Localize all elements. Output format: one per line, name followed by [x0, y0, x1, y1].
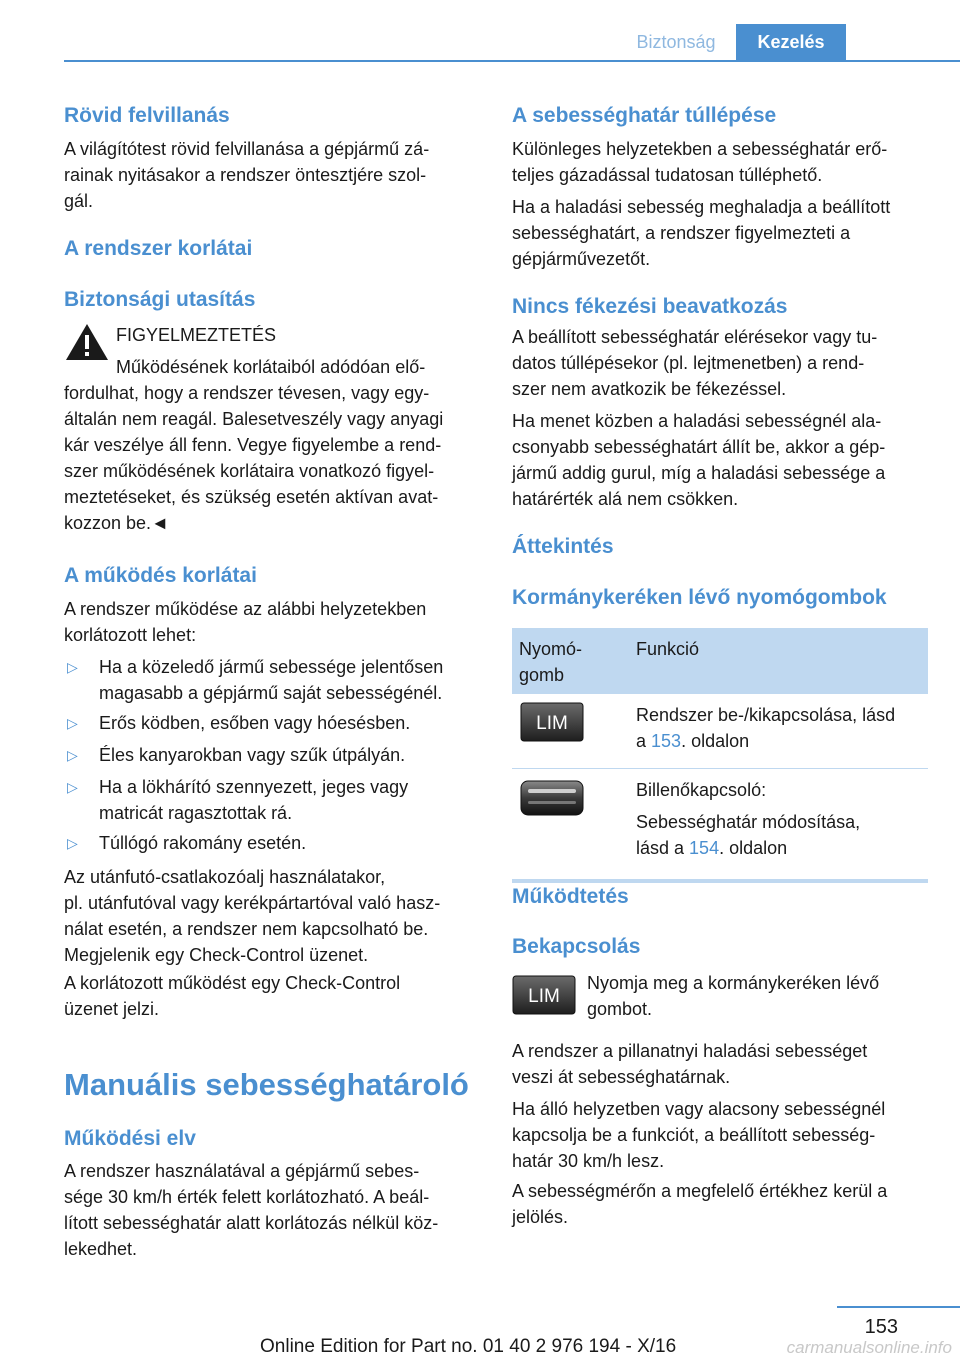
- para-nincs-2: [512, 408, 928, 512]
- heading-rovid-felvillanas: Rövid felvillanás: [64, 104, 230, 127]
- text-line: gomb: [519, 665, 565, 685]
- online-edition-note: Online Edition for Part no. 01 40 2 976 194 - X/16: [260, 1336, 677, 1357]
- text-line: Túllógó rakomány esetén.: [99, 833, 307, 853]
- text-line: korlátozott lehet:: [64, 625, 197, 645]
- text-line: fordulhat, hogy a rendszer tévesen, vagy egy-: [64, 383, 430, 403]
- text-line: sége 30 km/h érték felett korlátozható. A beál-: [64, 1187, 430, 1207]
- text-line: nálat esetén, a rendszer nem kapcsolható be.: [64, 919, 429, 939]
- text-line: Ha álló helyzetben vagy alacsony sebességnél: [512, 1099, 886, 1119]
- heading-attekintes: Áttekintés: [512, 535, 614, 558]
- heading-manualis-sebessegkorlatozo: Manuális sebességhatároló: [64, 1067, 469, 1102]
- header-tab-kezeles[interactable]: Kezelés: [736, 24, 846, 61]
- text-line: jelölés.: [512, 1207, 569, 1227]
- text-line: Billenőkapcsoló:: [636, 780, 767, 800]
- table-cell-icon: [512, 694, 628, 769]
- text-line: kár veszélye áll fenn. Vegye figyelembe a rend-: [64, 435, 442, 455]
- svg-text:LIM: LIM: [536, 713, 568, 734]
- para-mukodes-korlatai: [64, 596, 478, 648]
- text-line: üzenet jelzi.: [64, 999, 160, 1019]
- text-line: Működésének korlátaiból adódóan elő-: [116, 357, 426, 377]
- svg-text:LIM: LIM: [528, 986, 560, 1007]
- text-line: lított sebességhatár alatt korlátozás nélkül köz-: [64, 1213, 439, 1233]
- para-sebessegmero: [512, 1178, 928, 1230]
- table-row: [512, 694, 928, 769]
- text-line: Ha a közeledő jármű sebessége jelentősen: [99, 657, 444, 677]
- text-line: matricát ragasztottak rá.: [99, 803, 293, 823]
- bullet-arrow-icon: ▷: [67, 747, 78, 763]
- text-line: pl. utánfutóval vagy kerékpártartóval való hasz-: [64, 893, 441, 913]
- heading-mukodesi-elv: Működési elv: [64, 1127, 196, 1150]
- text-fragment: a: [636, 731, 652, 751]
- text-line: A rendszer használatával a gépjármű sebes-: [64, 1161, 420, 1181]
- heading-biztonsagi-utasitas: Biztonsági utasítás: [64, 288, 256, 311]
- para-mukodesi-elv: [64, 1158, 478, 1262]
- text-line: magasabb a gépjármű saját sebességénél.: [99, 683, 443, 703]
- text-line: lekedhet.: [64, 1239, 138, 1259]
- list-item: [64, 710, 478, 736]
- text-line: Ha menet közben a haladási sebességnél ala-: [512, 411, 882, 431]
- heading-rendszer-korlatai: A rendszer korlátai: [64, 237, 253, 260]
- text-line: Éles kanyarokban vagy szűk útpályán.: [99, 745, 406, 765]
- para-nincs-1: [512, 324, 928, 402]
- buttons-table: [512, 628, 928, 883]
- para-utanfuto: [64, 864, 478, 968]
- heading-mukodtetes: Működtetés: [512, 885, 629, 908]
- table-header-cell: [512, 628, 628, 694]
- page-number: 153: [864, 1316, 898, 1338]
- text-line: A rendszer a pillanatnyi haladási sebességet: [512, 1041, 868, 1061]
- text-line: [636, 835, 928, 861]
- text-line: jármű addig gurul, míg a haladási sebessége a: [512, 463, 886, 483]
- bullet-arrow-icon: ▷: [67, 659, 78, 675]
- text-fragment: lásd a: [636, 838, 690, 858]
- text-line: Rendszer be-/kikapcsolása, lásd: [636, 705, 896, 725]
- header-section-biztonsag[interactable]: Biztonság: [636, 32, 716, 52]
- text-line: [636, 728, 928, 754]
- text-line: Az utánfutó-csatlakozóalj használatakor,: [64, 867, 386, 887]
- list-item: [64, 830, 478, 856]
- text-line: általán nem reagál. Balesetveszély vagy anyagi: [64, 409, 444, 429]
- text-line: Megjelenik egy Check-Control üzenet.: [64, 945, 369, 965]
- text-line: szer működésének korlátaira vonatkozó figyel-: [64, 461, 435, 481]
- text-line: teljes gázadással tudatosan túlléphető.: [512, 165, 823, 185]
- para-allo-helyzet: [512, 1096, 928, 1174]
- text-line: Ha a lökhárító szennyezett, jeges vagy: [99, 777, 409, 797]
- footer-rule: [837, 1306, 960, 1308]
- text-line: kapcsolja be a funkciót, a beállított sebesség-: [512, 1125, 876, 1145]
- table-header-cell: Funkció: [628, 628, 928, 694]
- text-line: gál.: [64, 191, 94, 211]
- table-cell-function: [628, 694, 928, 769]
- text-line: A világítótest rövid felvillanása a gépjármű zá-: [64, 139, 430, 159]
- bullet-arrow-icon: ▷: [67, 835, 78, 851]
- text-line: határ 30 km/h lesz.: [512, 1151, 665, 1171]
- warning-title: FIGYELMEZTETÉS: [116, 325, 277, 345]
- text-line: veszi át sebességhatárnak.: [512, 1067, 731, 1087]
- para-tullepes-1: [512, 136, 928, 188]
- text-line: A rendszer működése az alábbi helyzetekben: [64, 599, 427, 619]
- bullet-arrow-icon: ▷: [67, 715, 78, 731]
- text-line: határérték alá nem csökken.: [512, 489, 739, 509]
- text-line: gombot.: [587, 999, 653, 1019]
- warning-triangle-icon: [64, 322, 110, 362]
- text-line: A sebességmérőn a megfelelő értékhez kerül a: [512, 1181, 888, 1201]
- bullet-arrow-icon: ▷: [67, 779, 78, 795]
- list-item: [64, 742, 478, 768]
- warning-body: [64, 380, 478, 536]
- para-korlatozott: [64, 970, 478, 1022]
- header-rule: [64, 60, 960, 62]
- heading-nincs-fekezesi-beavatkozas: Nincs fékezési beavatkozás: [512, 295, 788, 318]
- page-link[interactable]: 153: [651, 731, 682, 751]
- heading-sebesseghatar-tullepese: A sebességhatár túllépése: [512, 104, 777, 127]
- text-line: datos túllépésekor (pl. lejtmenetben) a rend-: [512, 353, 865, 373]
- list-item: [64, 654, 478, 706]
- text-line: Erős ködben, esőben vagy hóesésben.: [99, 713, 411, 733]
- para-bekapcsolas: [587, 970, 928, 1022]
- text-line: kozzon be.◄: [64, 513, 169, 533]
- para-rovid-felvillanas: [64, 136, 478, 214]
- lim-button-icon: [512, 975, 576, 1015]
- text-line: csonyabb sebességhatárt állít be, akkor a gép-: [512, 437, 886, 457]
- heading-bekapcsolas: Bekapcsolás: [512, 935, 641, 958]
- text-line: Nyomó-: [519, 639, 583, 659]
- para-tullepes-2: [512, 194, 928, 272]
- warning-box: [64, 322, 478, 532]
- heading-mukodes-korlatai: A működés korlátai: [64, 564, 257, 587]
- page-link[interactable]: 154: [689, 838, 720, 858]
- rocker-switch-icon: [520, 779, 584, 819]
- text-line: rainak nyitásakor a rendszer öntesztjére szol-: [64, 165, 427, 185]
- heading-kormanykereken-nyomogombok: Kormánykeréken lévő nyomógombok: [512, 586, 887, 609]
- table-cell-function: [628, 769, 928, 882]
- table-cell-icon: [512, 769, 628, 882]
- lim-button-icon: [520, 702, 584, 742]
- text-line: Nyomja meg a kormánykeréken lévő: [587, 973, 880, 993]
- para-pillanatnyi: [512, 1038, 928, 1090]
- text-line: A beállított sebességhatár elérésekor vagy tu-: [512, 327, 878, 347]
- table-row: [512, 769, 928, 882]
- text-line: szer nem avatkozik be fékezéssel.: [512, 379, 787, 399]
- text-line: A korlátozott működést egy Check-Control: [64, 973, 401, 993]
- text-fragment: . oldalon: [719, 838, 788, 858]
- watermark: carmanualsonline.info: [786, 1338, 952, 1357]
- text-fragment: . oldalon: [681, 731, 750, 751]
- text-line: Sebességhatár módosítása,: [636, 812, 861, 832]
- list-item: [64, 774, 478, 826]
- text-line: meztetéseket, és szükség esetén aktívan avat-: [64, 487, 439, 507]
- text-line: gépjárművezetőt.: [512, 249, 651, 269]
- text-line: Ha a haladási sebesség meghaladja a beállított: [512, 197, 891, 217]
- table-header-row: [512, 628, 928, 694]
- text-line: Különleges helyzetekben a sebességhatár erő-: [512, 139, 888, 159]
- text-line: sebességhatárt, a rendszer figyelmezteti a: [512, 223, 851, 243]
